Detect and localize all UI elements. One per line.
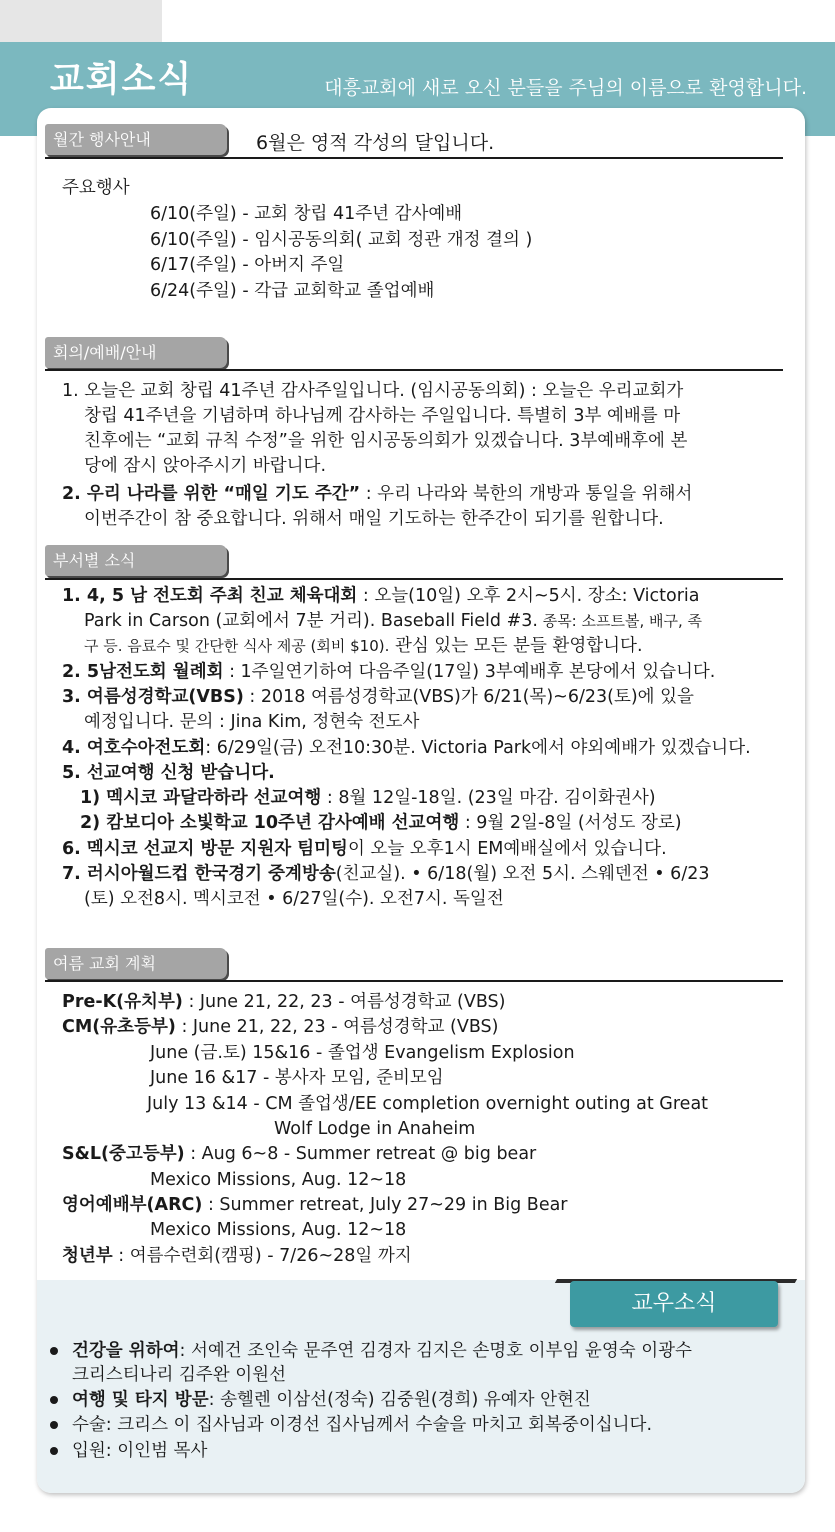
dept-item-5-title: 5. 선교여행 신청 받습니다. [62, 763, 275, 783]
dept-item-1-line [84, 609, 702, 633]
section-divider [45, 578, 783, 580]
dept-item-1-line [84, 634, 643, 658]
event-item: 6/17(주일) - 아버지 주일 [150, 255, 345, 275]
event-item: 6/10(주일) - 교회 창립 41주년 감사예배 [150, 204, 463, 224]
dept-item-5b [80, 811, 682, 835]
dept-item-6-text: 이 오늘 오후1시 EM예배실에서 있습니다. [347, 839, 667, 859]
summer-cm-text: : June 21, 22, 23 - 여름성경학교 (VBS) [175, 1017, 499, 1037]
members-hospital: 입원: 이인범 목사 [72, 1441, 208, 1461]
dept-item-2 [62, 660, 715, 684]
summer-arc [62, 1193, 568, 1217]
meeting-item-1-line: 창립 41주년을 기념하며 하나님께 감사하는 주일입니다. 특별히 3부 예배를 마 [84, 406, 681, 426]
dept-item-1-title: 1. 4, 5 남 전도회 주최 친교 체육대회 [62, 586, 358, 606]
dept-item-6-title: 6. 멕시코 선교지 방문 지원자 팀미팅 [62, 839, 348, 859]
dept-item-3-text: : 2018 여름성경학교(VBS)가 6/21(목)~6/23(토)에 있을 [243, 687, 694, 707]
members-health [72, 1339, 692, 1363]
summer-youth-text: : 여름수련회(캠핑) - 7/26~28일 까지 [112, 1246, 412, 1266]
dept-item-1-text: 관심 있는 모든 분들 환영합니다. [389, 636, 643, 656]
summer-cm-line: June 16 &17 - 봉사자 모임, 준비모임 [150, 1068, 444, 1088]
dept-item-7-text: (친교실). • 6/18(월) 오전 5시. 스웨덴전 • 6/23 [335, 864, 710, 884]
dept-item-1-text: 종목: 소프트볼, 배구, 족 [537, 612, 703, 630]
summer-cm-line: Wolf Lodge in Anaheim [274, 1119, 476, 1139]
page-subtitle: 대흥교회에 새로 오신 분들을 주님의 이름으로 환영합니다. [324, 77, 807, 99]
members-travel-text: : 송헬렌 이삼선(정숙) 김중원(경희) 유예자 안현진 [208, 1390, 591, 1410]
meeting-item-1-line: 1. 오늘은 교회 창립 41주년 감사주일입니다. (임시공동의회) : 오늘은 우리교회가 [62, 381, 684, 401]
summer-prek-text: : June 21, 22, 23 - 여름성경학교 (VBS) [182, 992, 506, 1012]
dept-item-2-text: : 1주일연기하여 다음주일(17일) 3부예배후 본당에서 있습니다. [223, 662, 716, 682]
dept-item-6 [62, 837, 667, 861]
summer-sl-title: S&L(중고등부) [62, 1144, 185, 1164]
summer-cm-title: CM(유초등부) [62, 1017, 176, 1037]
meeting-item-2-line: 이번주간이 참 중요합니다. 위해서 매일 기도하는 한주간이 되기를 원합니다. [84, 509, 664, 529]
bullet-icon [50, 1421, 58, 1429]
dept-item-1-text: Park in Carson (교회에서 7분 거리). Baseball Field #3. [84, 611, 538, 631]
dept-item-5a-text: : 8월 12일-18일. (23일 마감. 김이화권사) [321, 788, 656, 808]
meeting-item-1-line: 당에 잠시 앉아주시기 바랍니다. [84, 456, 327, 476]
dept-item-5a-title: 1) 멕시코 과달라하라 선교여행 [80, 788, 322, 808]
section-divider [45, 980, 783, 982]
main-events-heading: 주요행사 [62, 178, 130, 198]
summer-prek [62, 990, 506, 1014]
dept-item-7-title: 7. 러시아월드컵 한국경기 중계방송 [62, 864, 336, 884]
summer-arc-text: : Summer retreat, July 27~29 in Big Bear [202, 1195, 568, 1215]
dept-item-2-title: 2. 5남전도회 월례회 [62, 662, 224, 682]
month-theme-title: 6월은 영적 각성의 달입니다. [256, 132, 495, 154]
bullet-icon [50, 1396, 58, 1404]
tab-monthly-events: 월간 행사안내 [45, 124, 227, 155]
summer-youth-title: 청년부 [62, 1246, 113, 1266]
members-health-text: : 서예건 조인숙 문주연 김경자 김지은 손명호 이부임 윤영숙 이광수 [179, 1341, 692, 1361]
members-health-title: 건강을 위하여 [72, 1341, 180, 1361]
dept-item-1-text: 구 등. 음료수 및 간단한 식사 제공 (회비 $10). [84, 637, 390, 655]
meeting-item-2-text: : 우리 나라와 북한의 개방과 통일을 위해서 [360, 484, 693, 504]
meeting-item-2-title: 2. 우리 나라를 위한 “매일 기도 주간” [62, 484, 361, 504]
tab-department-news: 부서별 소식 [45, 545, 227, 576]
dept-item-3 [62, 685, 694, 709]
members-travel-title: 여행 및 타지 방문 [72, 1390, 209, 1410]
dept-item-4 [62, 736, 751, 760]
dept-item-5b-title: 2) 캄보디아 소빛학교 10주년 감사예배 선교여행 [80, 813, 460, 833]
tab-meetings: 회의/예배/안내 [45, 337, 227, 368]
members-surgery: 수술: 크리스 이 집사님과 이경선 집사님께서 수술을 마치고 회복중이십니다. [72, 1415, 653, 1435]
members-health-line: 크리스티나리 김주완 이원선 [72, 1365, 286, 1385]
event-item: 6/10(주일) - 임시공동의회( 교회 정관 개정 결의 ) [150, 230, 533, 250]
dept-item-1 [62, 584, 700, 608]
members-news-badge: 교우소식 [570, 1281, 778, 1327]
dept-item-7-line: (토) 오전8시. 멕시코전 • 6/27일(수). 오전7시. 독일전 [84, 889, 504, 909]
meeting-item-1-line: 친후에는 “교회 규칙 수정”을 위한 임시공동의회가 있겠습니다. 3부예배후에 본 [84, 431, 688, 451]
dept-item-4-title: 4. 여호수아전도회 [62, 738, 206, 758]
summer-prek-title: Pre-K(유치부) [62, 992, 183, 1012]
meeting-item-2 [62, 482, 692, 506]
dept-item-3-title: 3. 여름성경학교(VBS) [62, 687, 244, 707]
page-title: 교회소식 [50, 60, 194, 100]
dept-item-7 [62, 862, 710, 886]
section-divider [45, 369, 783, 371]
dept-item-3-line: 예정입니다. 문의 : Jina Kim, 정현숙 전도사 [84, 712, 420, 732]
bullet-icon [50, 1347, 58, 1355]
summer-cm-line: July 13 &14 - CM 졸업생/EE completion overnight outing at Great [147, 1094, 709, 1114]
summer-sl-text: : Aug 6~8 - Summer retreat @ big bear [184, 1144, 537, 1164]
summer-youth [62, 1244, 412, 1268]
summer-arc-line: Mexico Missions, Aug. 12~18 [150, 1220, 407, 1240]
section-divider [45, 157, 783, 159]
summer-arc-title: 영어예배부(ARC) [62, 1195, 203, 1215]
members-travel [72, 1388, 591, 1412]
dept-item-5b-text: : 9월 2일-8일 (서성도 장로) [459, 813, 682, 833]
top-left-gray-bar [0, 0, 162, 42]
summer-sl [62, 1142, 536, 1166]
dept-item-5a [80, 786, 656, 810]
dept-item-1-text: : 오늘(10일) 오후 2시~5시. 장소: Victoria [357, 586, 700, 606]
event-item: 6/24(주일) - 각급 교회학교 졸업예배 [150, 281, 435, 301]
dept-item-4-text: : 6/29일(금) 오전10:30분. Victoria Park에서 야외예배가 있겠습니다. [205, 738, 751, 758]
tab-summer-plans: 여름 교회 계획 [45, 948, 227, 979]
summer-sl-line: Mexico Missions, Aug. 12~18 [150, 1170, 407, 1190]
summer-cm [62, 1015, 499, 1039]
bullet-icon [50, 1447, 58, 1455]
summer-cm-line: June (금.토) 15&16 - 졸업생 Evangelism Explosion [150, 1043, 575, 1063]
